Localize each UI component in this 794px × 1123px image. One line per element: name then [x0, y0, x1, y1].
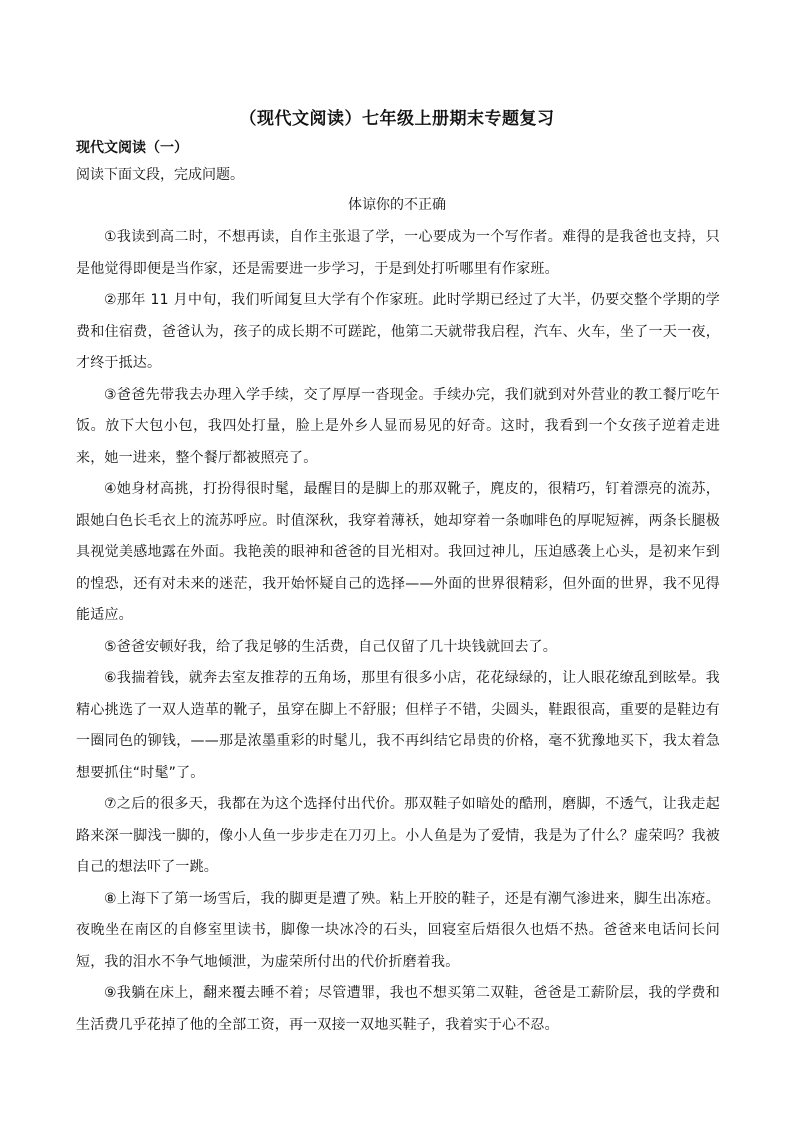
article-body: [76, 222, 720, 1041]
article-title: 体谅你的不正确: [348, 197, 446, 213]
reading-instruction: 阅读下面文段，完成问题。: [76, 167, 244, 183]
paragraph-4: ④她身材高挑，打扮得很时髦，最醒目的是脚上的那双靴子，麂皮的，很精巧，钉着漂亮的流苏，跟她白色长毛衣上的流苏呼应。时值深秋，我穿着薄袄，她却穿着一条咖啡色的厚呢短裤，两条长腿极具视觉美感地露在外面。我艳羡的眼神和爸爸的目光相对。我回过神儿，压迫感袭上心头，是初来乍到的惶恐，还有对未来的迷茫，我开始怀疑自己的选择——外面的世界很精彩，但外面的世界，我不见得能适应。: [76, 481, 720, 623]
section-heading: 现代文阅读（一）: [76, 140, 188, 156]
paragraph-2: ②那年 11 月中旬，我们听闻复旦大学有个作家班。此时学期已经过了大半，仍要交整个学期的学费和住宿费，爸爸认为，孩子的成长期不可蹉跎，他第二天就带我启程，汽车、火车，坐了一天一夜，才终于抵达。: [76, 292, 720, 371]
paragraph-3: ③爸爸先带我去办理入学手续，交了厚厚一沓现金。手续办完，我们就到对外营业的教工餐厅吃午饭。放下大包小包，我四处打量，脸上是外乡人显而易见的好奇。这时，我看到一个女孩子逆着走进来，她一进来，整个餐厅都被照亮了。: [76, 386, 720, 466]
paragraph-7: ⑦之后的很多天，我都在为这个选择付出代价。那双鞋子如暗处的酷刑，磨脚，不透气，让我走起路来深一脚浅一脚的，像小人鱼一步步走在刀刃上。小人鱼是为了爱情，我是为了什么？虚荣吗？我被自己的想法吓了一跳。: [76, 796, 720, 875]
paragraph-9: ⑨我躺在床上，翻来覆去睡不着；尽管遭罪，我也不想买第二双鞋，爸爸是工薪阶层，我的学费和生活费几乎花掉了他的全部工资，再一双接一双地买鞋子，我着实于心不忍。: [76, 985, 720, 1033]
paragraph-5: ⑤爸爸安顿好我，给了我足够的生活费，自己仅留了几十块钱就回去了。: [104, 638, 557, 655]
paragraph-1: ①我读到高二时，不想再读，自作主张退了学，一心要成为一个写作者。难得的是我爸也支持，只是他觉得即便是当作家，还是需要进一步学习，于是到处打听哪里有作家班。: [76, 229, 720, 277]
document-title: （现代文阅读）七年级上册期末专题复习: [239, 109, 555, 129]
paragraph-6: ⑥我揣着钱，就奔去室友推荐的五角场，那里有很多小店，花花绿绿的，让人眼花缭乱到眩晕。我精心挑选了一双人造革的靴子，虽穿在脚上不舒服；但样子不错，尖圆头，鞋跟很高，重要的是鞋边有一圈同色的铆钱，——那是浓墨重彩的时髦儿，我不再纠结它昂贵的价格，毫不犹豫地买下，我太着急想要抓住“时髦”了。: [76, 670, 720, 781]
paragraph-8: ⑧上海下了第一场雪后，我的脚更是遭了殃。粘上开胶的鞋子，还是有潮气渗进来，脚生出冻疮。夜晚坐在南区的自修室里读书，脚像一块冰冷的石头，回寝室后焐很久也焐不热。爸爸来电话问长问短，我的泪水不争气地倾泄，为虚荣所付出的代价折磨着我。: [76, 890, 720, 970]
